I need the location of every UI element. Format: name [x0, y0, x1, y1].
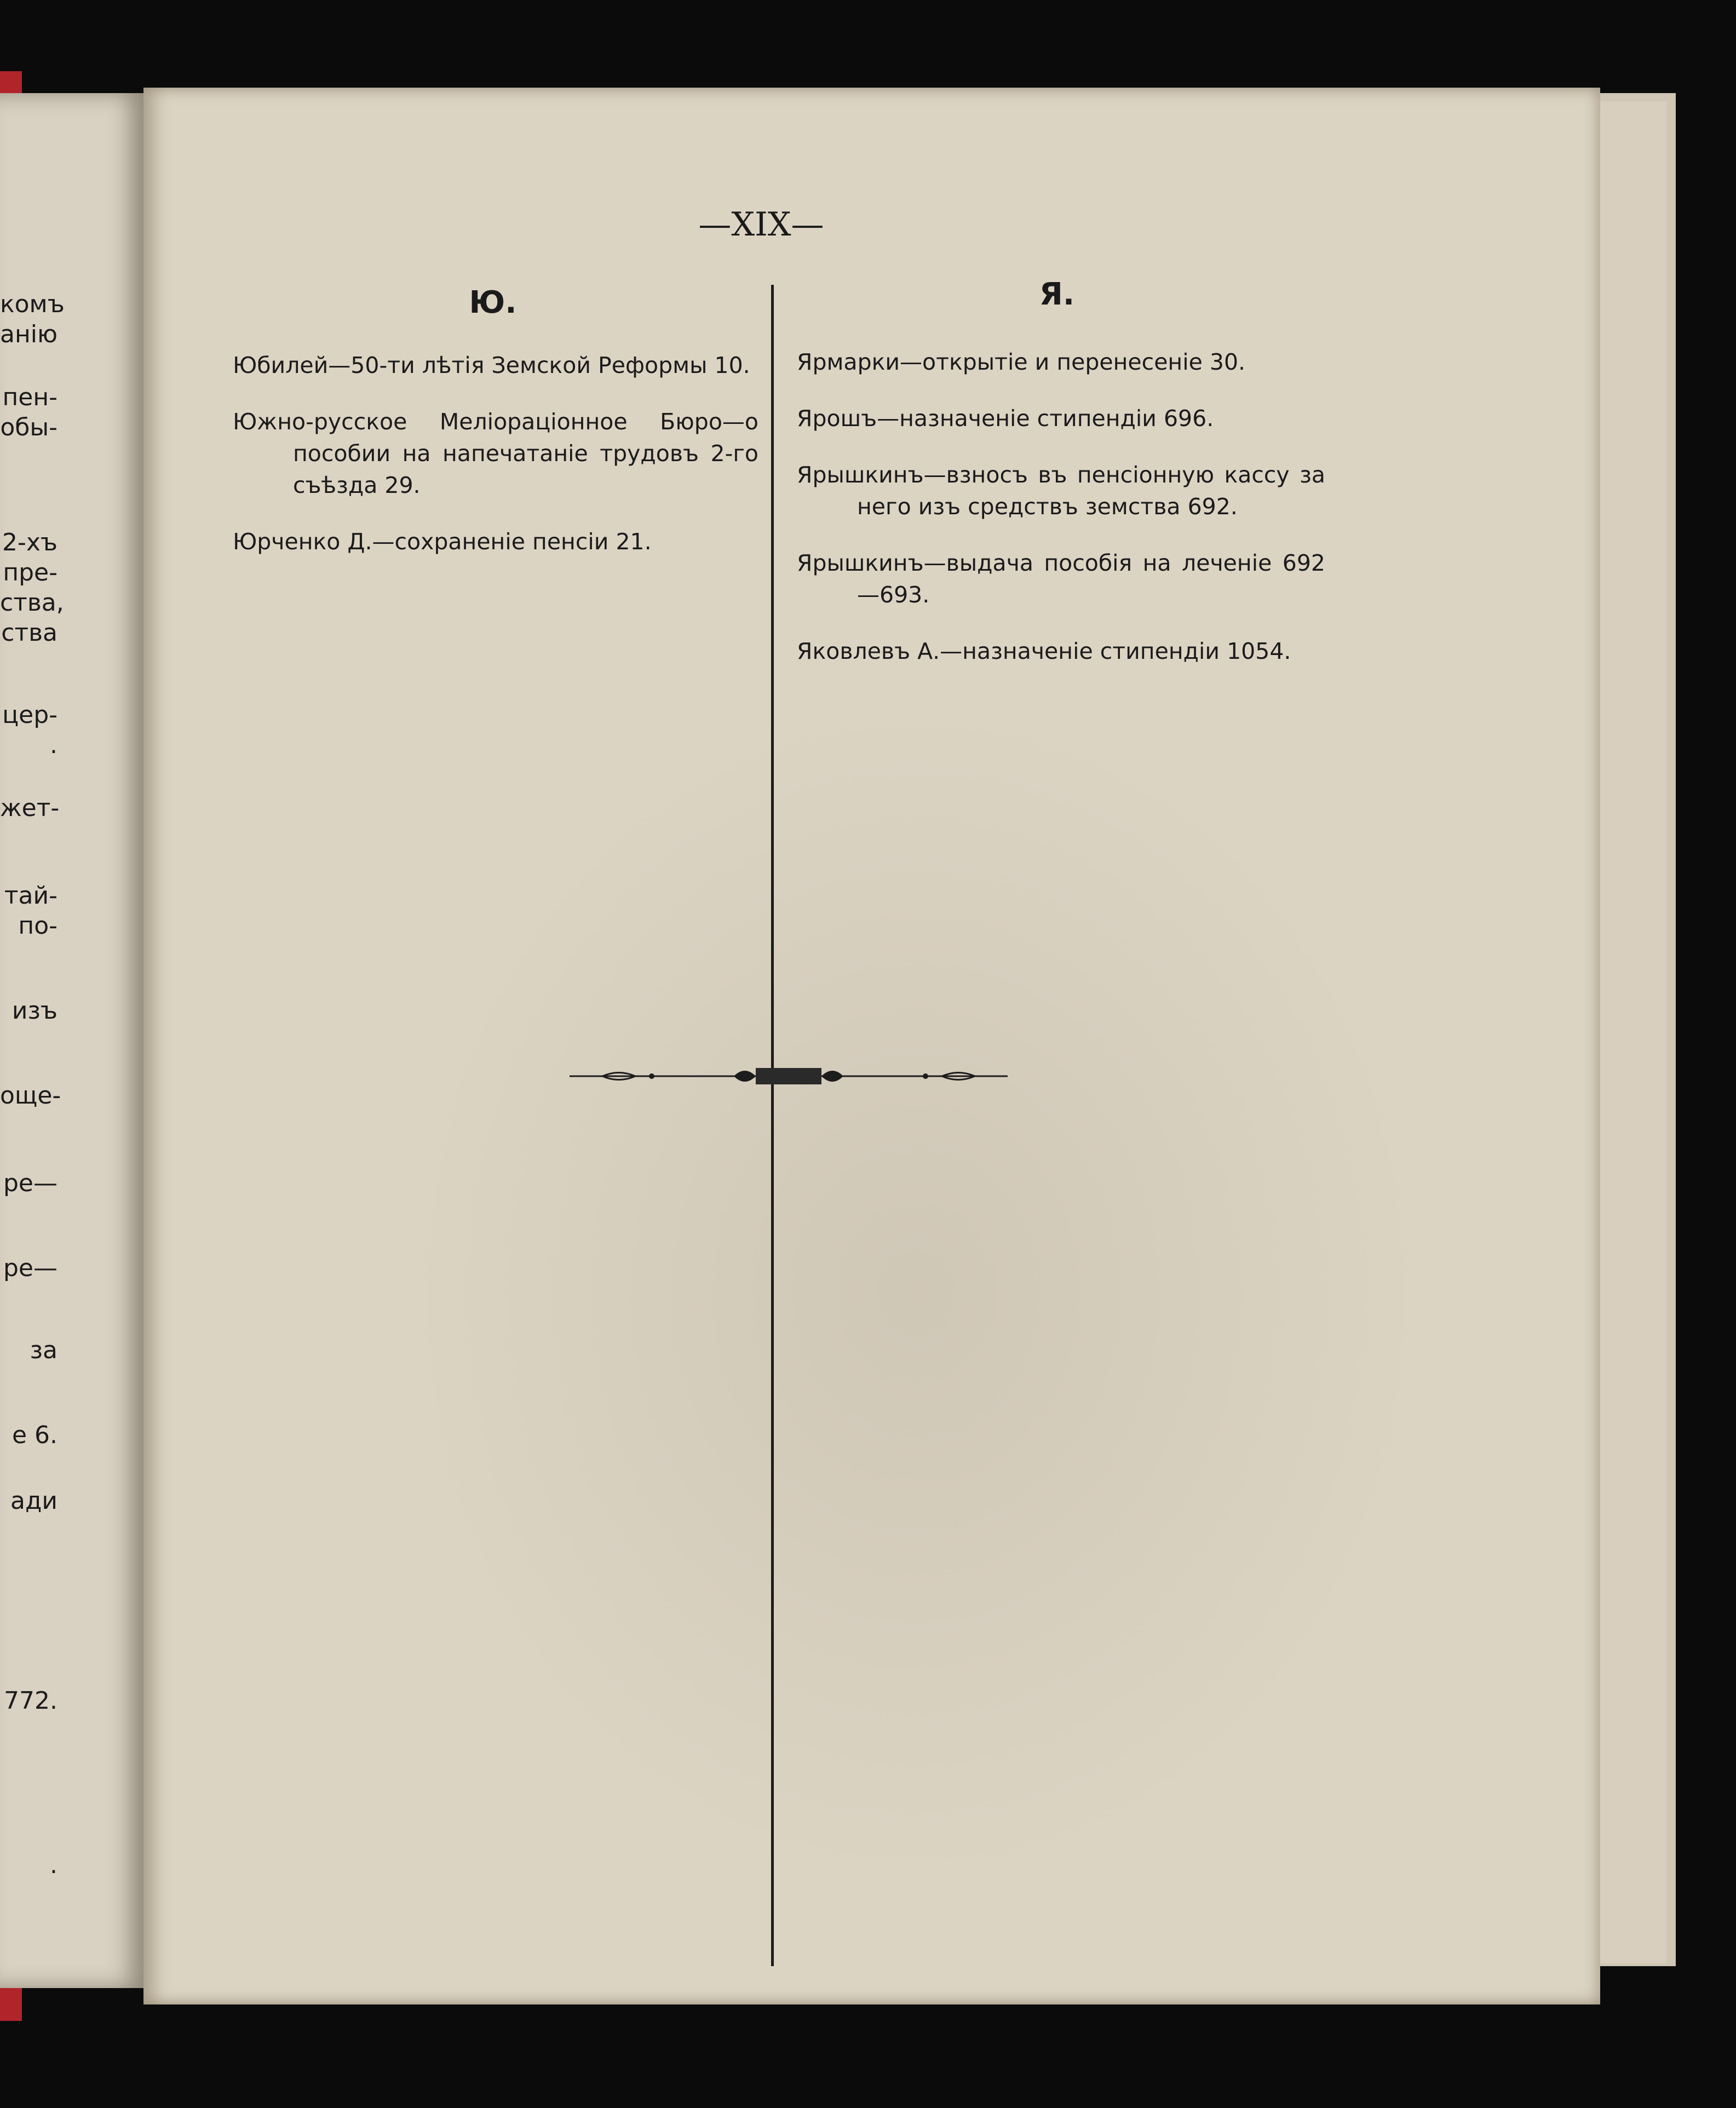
left-page-text-fragment: 772.: [4, 1687, 58, 1715]
column-divider: [771, 285, 774, 1966]
entries-ya: [797, 346, 1325, 692]
left-page-text-fragment: ства,: [0, 589, 64, 617]
left-page-text-fragment: ре—: [3, 1169, 58, 1197]
column-letter-yu: Ю.: [469, 285, 517, 320]
index-entry: Ярмарки—открытіе и перенесеніе 30.: [797, 349, 1246, 375]
column-letter-ya: Я.: [1039, 277, 1075, 312]
left-page-text-fragment: по-: [18, 912, 58, 940]
index-entry: Южно-русское Мелiорацiонное Бюро—о пособии на напечатаніе трудовъ 2-го съѣзда 29.: [233, 409, 758, 498]
left-page-text-fragment: ре—: [3, 1254, 58, 1282]
left-page-text-fragment: 2-хъ: [2, 529, 58, 556]
entries-yu: [233, 349, 758, 582]
index-entry: Ярышкинъ—взносъ въ пенсіонную кассу за него изъ средствъ земства 692.: [797, 462, 1325, 520]
index-entry: Ярошъ—назначеніе стипендіи 696.: [797, 405, 1214, 432]
left-page-text-fragment: ства: [1, 619, 58, 647]
left-page-text-fragment: ади: [10, 1487, 58, 1515]
left-page-text-fragment: обы-: [0, 413, 58, 441]
left-page-text-fragment: цер-: [2, 701, 58, 729]
left-page-text-fragment: изъ: [12, 997, 58, 1025]
index-entry: Юбилей—50-ти лѣтія Земской Реформы 10.: [233, 352, 750, 378]
left-page-text-fragment: жет-: [0, 794, 60, 822]
left-page-text-fragment: комъ: [0, 290, 65, 318]
index-entry: Юрченко Д.—сохраненіе пенсіи 21.: [233, 529, 652, 555]
index-entry: Ярышкинъ—выдача пособія на леченіе 692—693.: [797, 550, 1325, 608]
left-page-text-fragment: .: [50, 1851, 58, 1879]
left-page-text-fragment: за: [30, 1336, 58, 1364]
ornament-divider: [570, 1062, 1008, 1090]
left-page-text-fragment: още-: [0, 1082, 61, 1110]
left-page-text-fragment: тай-: [4, 882, 58, 910]
bleed-through-text: [395, 690, 1436, 1895]
index-entry: Яковлевъ А.—назначеніе стипендіи 1054.: [797, 638, 1291, 664]
left-page-text-fragment: анію: [0, 320, 58, 348]
page-number: —XIX—: [698, 205, 824, 244]
left-page-text-fragment: пен-: [2, 383, 58, 411]
left-page-text-fragment: е 6.: [12, 1421, 58, 1449]
left-page-text-fragment: .: [50, 731, 58, 759]
left-page-text-fragment: пре-: [3, 559, 58, 587]
